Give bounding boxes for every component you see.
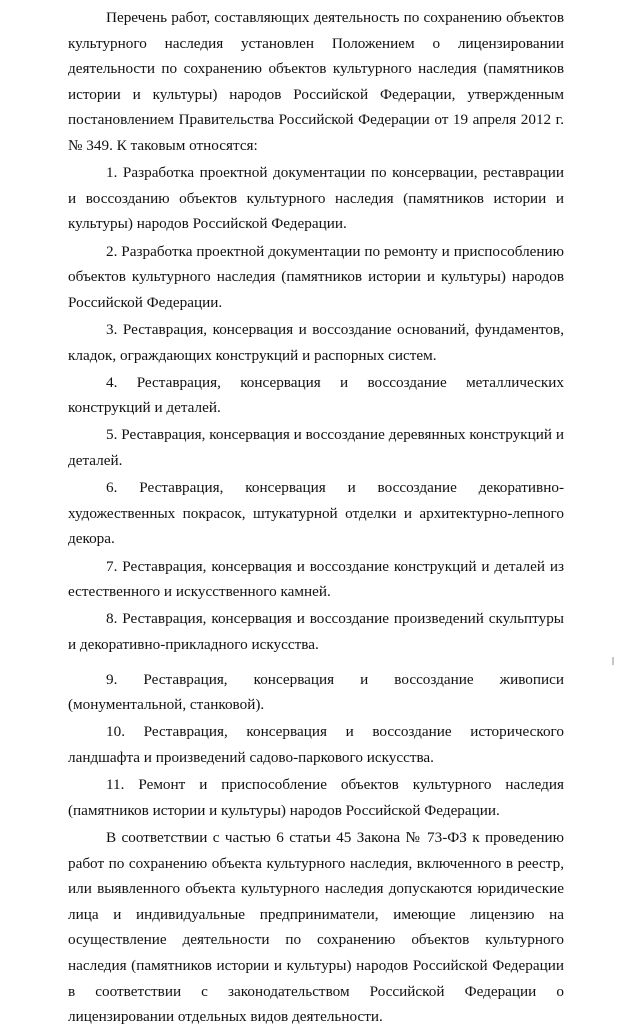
closing-paragraph: В соответствии с частью 6 статьи 45 Закона № 73-ФЗ к проведению работ по сохранению объекта культурного наследия, включенного в реестр, или выявленного объекта культурного наследия допускаются юридические лица и индивидуальные предприниматели, имеющие лицензию на осуществление деятельности по сохранению объектов культурного наследия (памятников истории и культуры) народов Российской Федерации в соответствии с законодательством Российской Федерации о лицензировании отдельных видов деятельности. — [68, 828, 564, 1026]
list-item-11: 11. Ремонт и приспособление объектов культурного наследия (памятников истории и культуры) народов Российской Федерации. — [68, 776, 564, 819]
list-item-10: 10. Реставрация, консервация и воссоздание исторического ландшафта и произведений садово-паркового искусства. — [68, 723, 564, 766]
list-item-4: 4. Реставрация, консервация и воссоздание металлических конструкций и деталей. — [68, 373, 564, 417]
list-item-5: 5. Реставрация, консервация и воссоздание деревянных конструкций и деталей. — [68, 426, 564, 470]
list-item-7: 7. Реставрация, консервация и воссоздание конструкций и деталей из естественного и искусственного камней. — [68, 557, 564, 601]
list-item-1: 1. Разработка проектной документации по консервации, реставрации и воссозданию объектов культурного наследия (памятников истории и культуры) народов Российской Федерации. — [68, 164, 564, 233]
list-item-2: 2. Разработка проектной документации по ремонту и приспособлению объектов культурного наследия (памятников истории и культуры) народов Российской Федерации. — [68, 242, 564, 311]
document-body — [68, 5, 564, 1031]
scan-mark — [612, 657, 614, 665]
list-item-8: 8. Реставрация, консервация и воссоздание произведений скульптуры и декоративно-прикладного искусства. — [68, 610, 564, 653]
intro-paragraph: Перечень работ, составляющих деятельность по сохранению объектов культурного наследия установлен Положением о лицензировании деятельности по сохранению объектов культурного наследия (памятников истории и культуры) народов Российской Федерации, утвержденным постановлением Правительства Российской Федерации от 19 апреля 2012 г. № 349. К таковым относятся: — [68, 9, 564, 154]
list-item-3: 3. Реставрация, консервация и воссоздание оснований, фундаментов, кладок, ограждающих конструкций и распорных систем. — [68, 320, 564, 364]
list-item-6: 6. Реставрация, консервация и воссоздание декоративно-художественных покрасок, штукатурной отделки и архитектурно-лепного декора. — [68, 479, 564, 548]
list-item-9: 9. Реставрация, консервация и воссоздание живописи (монументальной, станковой). — [68, 670, 564, 714]
